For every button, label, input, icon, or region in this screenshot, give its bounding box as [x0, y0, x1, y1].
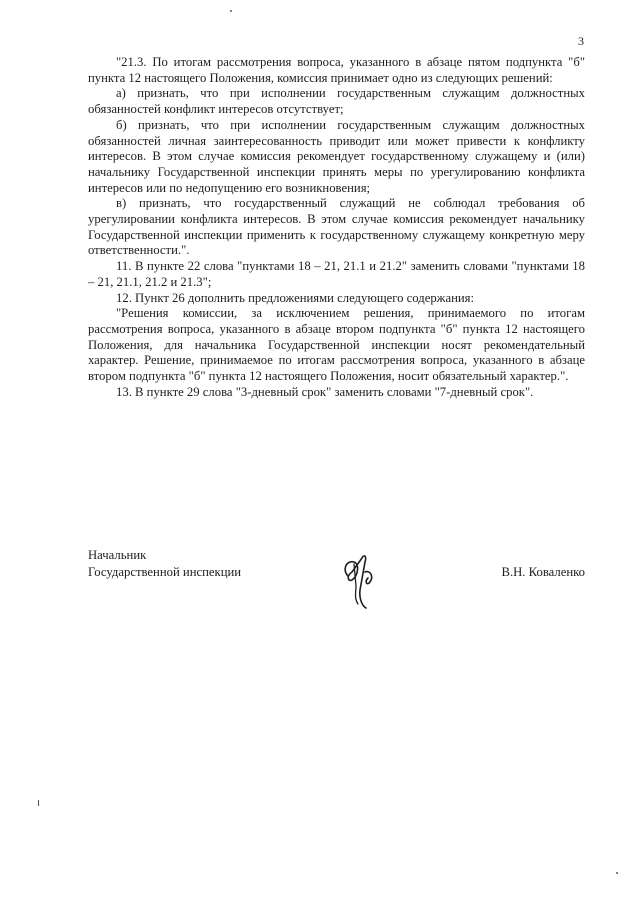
paragraph-item-11: 11. В пункте 22 слова "пунктами 18 – 21, 21.1 и 21.2" заменить словами "пунктами 18 – 21, 21.1, 21.2 и 21.3";	[88, 259, 585, 289]
paragraph-option-b: б) признать, что при исполнении государственным служащим должностных обязанностей личная заинтересованность приводит или может привести к конфликту интересов. В этом случае комиссия рекомендует государственному служащему и (или) начальнику Государственной инспекции принять меры по урегулированию конфликта интересов или по недопущению его возникновения;	[88, 117, 585, 195]
document-body	[88, 55, 585, 400]
paragraph-21-3-intro: "21.3. По итогам рассмотрения вопроса, указанного в абзаце пятом подпункта "б" пункта 12 настоящего Положения, комиссия принимает одно из следующих решений:	[88, 55, 585, 85]
paragraph-item-12: 12. Пункт 26 дополнить предложениями следующего содержания:	[116, 290, 475, 305]
handwritten-signature	[340, 546, 376, 618]
scan-speck	[38, 800, 39, 806]
signatory-title-line1: Начальник	[88, 548, 147, 562]
paragraph-option-a: а) признать, что при исполнении государственным служащим должностных обязанностей конфликт интересов отсутствует;	[88, 86, 585, 117]
signatory-name: В.Н. Коваленко	[501, 565, 585, 579]
signature-block	[88, 548, 585, 628]
paragraph-item-12-text: "Решения комиссии, за исключением решения, принимаемого по итогам рассмотрения вопроса, указанного в абзаце втором подпункта "б" пункта 12 настоящего Положения, для начальника Государственной инспекции носят рекомендательный характер. Решение, принимаемое по итогам рассмотрения вопроса, указанного в абзаце втором подпункта "б" пункта 12 настоящего Положения, носит обязательный характер.".	[88, 306, 585, 384]
scan-speck	[616, 872, 618, 874]
scan-speck	[230, 10, 232, 12]
paragraph-item-13: 13. В пункте 29 слова "3-дневный срок" заменить словами "7-дневный срок".	[116, 384, 534, 399]
paragraph-option-v: в) признать, что государственный служащий не соблюдал требования об урегулировании конфликта интересов. В этом случае комиссия рекомендует начальнику Государственной инспекции применить к государственному служащему конкретную меру ответственности.".	[88, 196, 585, 258]
signatory-title-line2: Государственной инспекции	[88, 565, 242, 579]
page-number: 3	[578, 34, 584, 48]
